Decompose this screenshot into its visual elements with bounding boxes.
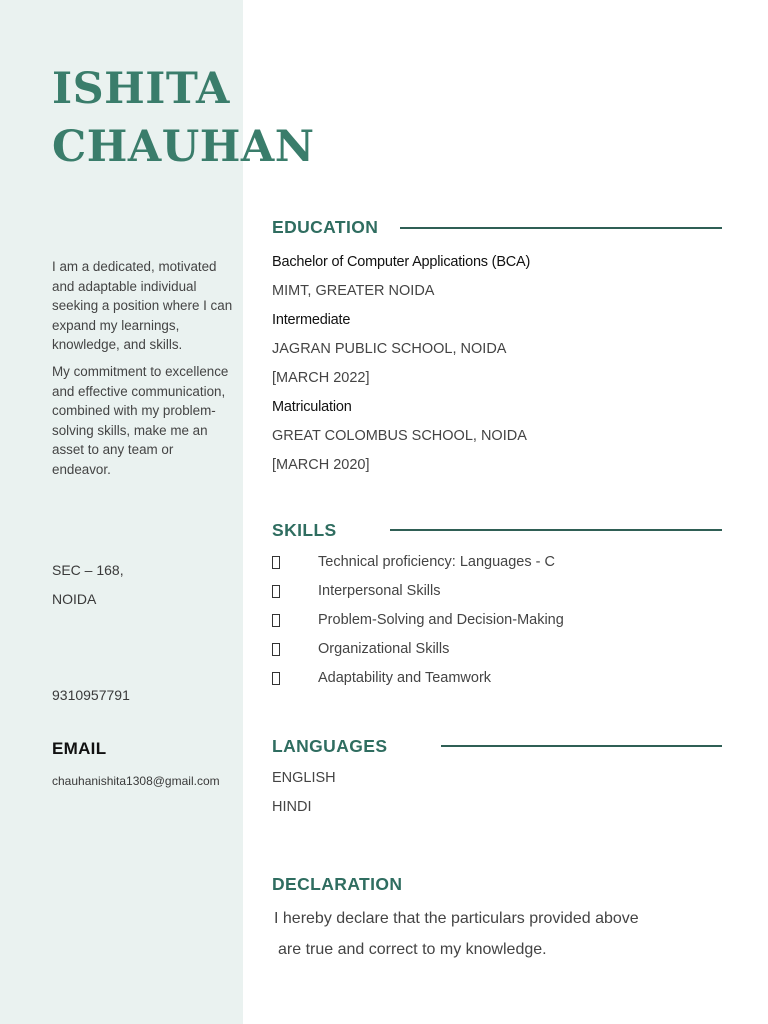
about-paragraph: My commitment to excellence and effective communication, combined with my problem-solving skills, make me an asset to any team or endeavor. (52, 363, 229, 477)
declaration-text (274, 903, 694, 965)
address-line: SEC – 168, (52, 562, 124, 578)
bullet-box-icon (272, 585, 280, 598)
phone-number: 9310957791 (52, 687, 130, 703)
list-item (272, 606, 564, 635)
language-item: HINDI (272, 799, 312, 815)
bullet-box-icon (272, 614, 280, 627)
education-institution: MIMT, GREATER NOIDA (272, 283, 435, 299)
address-line: NOIDA (52, 591, 97, 607)
education-heading: EDUCATION (272, 217, 379, 237)
skill-label: Adaptability and Teamwork (318, 670, 492, 686)
skill-label: Technical proficiency: Languages - C (318, 554, 555, 570)
education-rule (400, 227, 722, 229)
list-item (272, 635, 564, 664)
address (52, 556, 124, 614)
bullet-box-icon (272, 672, 280, 685)
skills-rule (390, 529, 722, 531)
language-item: ENGLISH (272, 770, 336, 786)
declaration-line: I hereby declare that the particulars provided above (274, 910, 639, 927)
bullet-box-icon (272, 556, 280, 569)
education-institution: GREAT COLOMBUS SCHOOL, NOIDA (272, 428, 527, 444)
education-date: [MARCH 2022] (272, 370, 370, 386)
email-address[interactable]: chauhanishita1308@gmail.com (52, 774, 220, 788)
education-degree: Matriculation (272, 399, 352, 415)
education-list (272, 248, 530, 480)
education-degree: Bachelor of Computer Applications (BCA) (272, 254, 531, 270)
candidate-name (52, 60, 315, 176)
list-item (272, 548, 564, 577)
education-institution: JAGRAN PUBLIC SCHOOL, NOIDA (272, 341, 507, 357)
languages-list (272, 764, 336, 822)
education-date: [MARCH 2020] (272, 457, 370, 473)
about-paragraph: I am a dedicated, motivated and adaptable individual seeking a position where I can expand my learnings, knowledge, and skills. (52, 259, 233, 353)
last-name: CHAUHAN (52, 122, 315, 172)
skill-label: Organizational Skills (318, 641, 450, 657)
email-heading: EMAIL (52, 739, 107, 758)
list-item (272, 577, 564, 606)
declaration-heading: DECLARATION (272, 874, 403, 894)
languages-heading: LANGUAGES (272, 736, 388, 756)
declaration-line: are true and correct to my knowledge. (278, 941, 547, 958)
skills-heading: SKILLS (272, 520, 337, 540)
skill-label: Interpersonal Skills (318, 583, 441, 599)
about-summary (52, 257, 234, 487)
skill-label: Problem-Solving and Decision-Making (318, 612, 564, 628)
education-degree: Intermediate (272, 312, 351, 328)
list-item (272, 664, 564, 693)
languages-rule (441, 745, 722, 747)
first-name: ISHITA (52, 64, 230, 114)
bullet-box-icon (272, 643, 280, 656)
skills-list (272, 548, 564, 693)
